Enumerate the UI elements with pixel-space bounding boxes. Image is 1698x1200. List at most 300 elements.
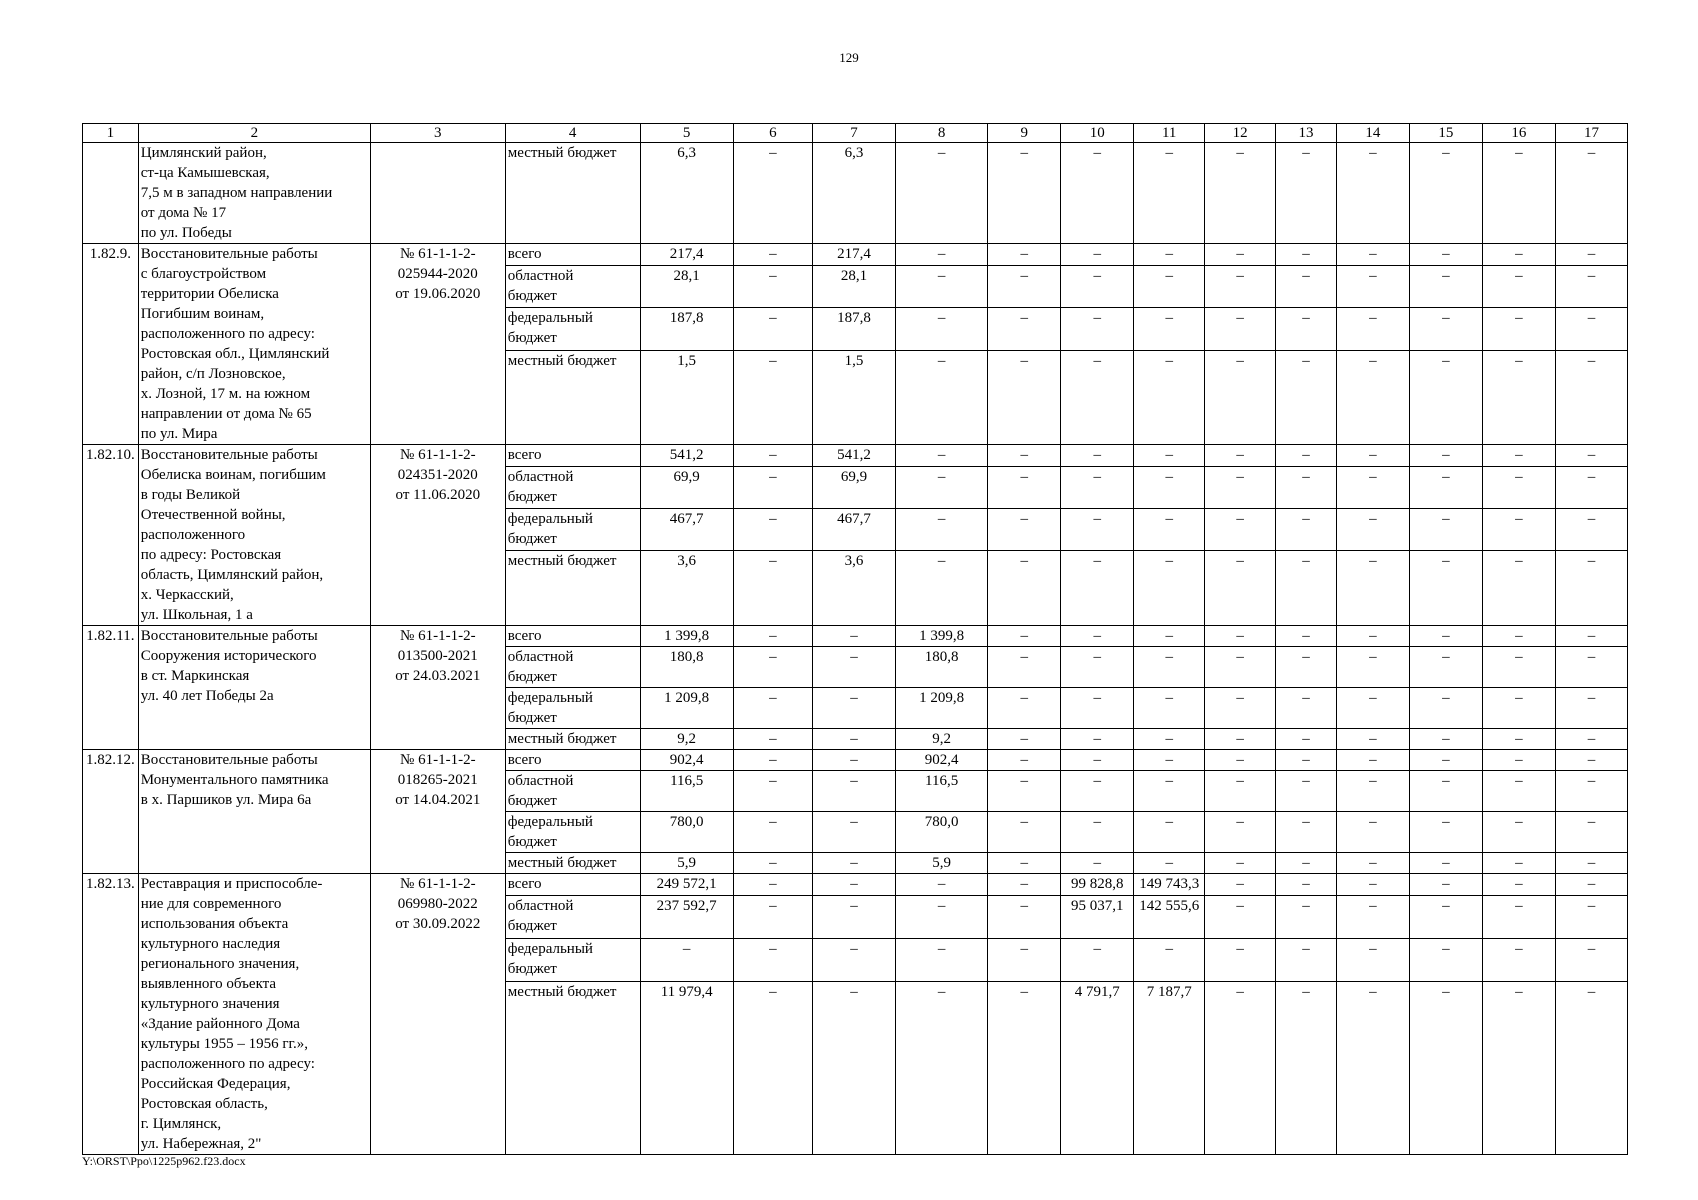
amount-cell-col-11: – [1134,244,1205,266]
amount-cell-col-13: – [1276,550,1337,625]
amount-cell-col-6: – [733,244,812,266]
funding-source: федеральный бюджет [505,812,640,853]
amount-cell-col-14: – [1336,647,1409,688]
table-row [83,143,1628,244]
amount-cell-col-5: 28,1 [640,265,733,307]
item-number: 1.82.11. [83,626,139,750]
amount-cell-col-14: – [1336,939,1409,982]
amount-cell-col-12: – [1205,508,1276,550]
amount-cell-col-7: 1,5 [812,350,895,444]
column-number-7: 7 [812,124,895,143]
budget-table [82,123,1628,1155]
expertise-conclusion [370,143,505,244]
amount-cell-col-11: – [1134,445,1205,467]
amount-cell-col-12: – [1205,771,1276,812]
amount-cell-col-8: – [896,143,988,244]
amount-cell-col-15: – [1409,853,1482,874]
amount-cell-col-15: – [1409,812,1482,853]
column-number-5: 5 [640,124,733,143]
column-number-10: 10 [1061,124,1134,143]
amount-cell-col-7: – [812,896,895,939]
amount-cell-col-12: – [1205,466,1276,508]
funding-source: областной бюджет [505,771,640,812]
column-number-row [83,124,1628,143]
column-number-16: 16 [1482,124,1555,143]
table-row [83,445,1628,467]
amount-cell-col-15: – [1409,874,1482,896]
amount-cell-col-9: – [988,896,1061,939]
amount-cell-col-10: – [1061,466,1134,508]
item-number: 1.82.13. [83,874,139,1155]
amount-cell-col-9: – [988,939,1061,982]
amount-cell-col-13: – [1276,982,1337,1155]
item-description: Восстановительные работы Сооружения исторического в ст. Маркинская ул. 40 лет Победы 2а [138,626,370,750]
amount-cell-col-6: – [733,265,812,307]
amount-cell-col-10: – [1061,939,1134,982]
amount-cell-col-16: – [1482,244,1555,266]
amount-cell-col-13: – [1276,445,1337,467]
amount-cell-col-14: – [1336,550,1409,625]
amount-cell-col-16: – [1482,508,1555,550]
amount-cell-col-13: – [1276,647,1337,688]
amount-cell-col-15: – [1409,982,1482,1155]
amount-cell-col-11: – [1134,688,1205,729]
funding-source: всего [505,626,640,647]
expertise-conclusion: № 61-1-1-2- 024351-2020 от 11.06.2020 [370,445,505,626]
amount-cell-col-12: – [1205,550,1276,625]
amount-cell-col-10: 4 791,7 [1061,982,1134,1155]
amount-cell-col-6: – [733,466,812,508]
amount-cell-col-9: – [988,626,1061,647]
column-number-1: 1 [83,124,139,143]
amount-cell-col-15: – [1409,688,1482,729]
amount-cell-col-7: – [812,771,895,812]
amount-cell-col-14: – [1336,445,1409,467]
item-description: Реставрация и приспособле- ние для современного использования объекта культурного наследия регионального значения, выявленного объекта культурного значения «Здание районного Дома культуры 1955 – 1956 гг.», расположенного по адресу: Российская Федерация, Ростовская область, г. Цимлянск, ул. Набережная, 2" [138,874,370,1155]
amount-cell-col-5: 1,5 [640,350,733,444]
amount-cell-col-12: – [1205,874,1276,896]
amount-cell-col-5: 1 209,8 [640,688,733,729]
amount-cell-col-14: – [1336,508,1409,550]
amount-cell-col-6: – [733,508,812,550]
amount-cell-col-14: – [1336,244,1409,266]
amount-cell-col-6: – [733,874,812,896]
amount-cell-col-10: – [1061,750,1134,771]
amount-cell-col-8: – [896,939,988,982]
amount-cell-col-7: – [812,688,895,729]
amount-cell-col-8: – [896,896,988,939]
amount-cell-col-17: – [1555,265,1627,307]
column-number-6: 6 [733,124,812,143]
amount-cell-col-17: – [1555,853,1627,874]
item-description: Восстановительные работы Обелиска воинам, погибшим в годы Великой Отечественной войны, расположенного по адресу: Ростовская область, Цимлянский район, х. Черкасский, ул. Школьная, 1 а [138,445,370,626]
amount-cell-col-11: – [1134,550,1205,625]
amount-cell-col-6: – [733,812,812,853]
amount-cell-col-12: – [1205,982,1276,1155]
amount-cell-col-5: 5,9 [640,853,733,874]
amount-cell-col-17: – [1555,445,1627,467]
amount-cell-col-14: – [1336,853,1409,874]
amount-cell-col-5: 116,5 [640,771,733,812]
amount-cell-col-11: – [1134,508,1205,550]
amount-cell-col-9: – [988,265,1061,307]
amount-cell-col-14: – [1336,896,1409,939]
amount-cell-col-15: – [1409,445,1482,467]
amount-cell-col-5: 780,0 [640,812,733,853]
amount-cell-col-5: 902,4 [640,750,733,771]
amount-cell-col-10: – [1061,445,1134,467]
amount-cell-col-16: – [1482,896,1555,939]
amount-cell-col-17: – [1555,812,1627,853]
amount-cell-col-14: – [1336,688,1409,729]
column-number-13: 13 [1276,124,1337,143]
amount-cell-col-11: – [1134,729,1205,750]
amount-cell-col-9: – [988,445,1061,467]
funding-source: всего [505,750,640,771]
amount-cell-col-7: 217,4 [812,244,895,266]
page-number: 129 [839,50,859,65]
amount-cell-col-15: – [1409,466,1482,508]
amount-cell-col-9: – [988,853,1061,874]
amount-cell-col-17: – [1555,896,1627,939]
amount-cell-col-10: – [1061,853,1134,874]
amount-cell-col-15: – [1409,508,1482,550]
amount-cell-col-13: – [1276,508,1337,550]
amount-cell-col-7: – [812,750,895,771]
amount-cell-col-14: – [1336,874,1409,896]
amount-cell-col-14: – [1336,982,1409,1155]
amount-cell-col-12: – [1205,729,1276,750]
amount-cell-col-15: – [1409,143,1482,244]
amount-cell-col-9: – [988,688,1061,729]
funding-source: федеральный бюджет [505,939,640,982]
amount-cell-col-8: 1 399,8 [896,626,988,647]
item-description: Восстановительные работы Монументального памятника в х. Паршиков ул. Мира 6а [138,750,370,874]
funding-source: местный бюджет [505,350,640,444]
amount-cell-col-17: – [1555,874,1627,896]
funding-source: федеральный бюджет [505,308,640,350]
amount-cell-col-16: – [1482,626,1555,647]
amount-cell-col-7: – [812,939,895,982]
amount-cell-col-16: – [1482,466,1555,508]
amount-cell-col-11: – [1134,812,1205,853]
amount-cell-col-9: – [988,143,1061,244]
amount-cell-col-16: – [1482,265,1555,307]
column-number-11: 11 [1134,124,1205,143]
amount-cell-col-14: – [1336,308,1409,350]
amount-cell-col-10: – [1061,647,1134,688]
amount-cell-col-13: – [1276,688,1337,729]
amount-cell-col-17: – [1555,750,1627,771]
amount-cell-col-9: – [988,812,1061,853]
amount-cell-col-17: – [1555,508,1627,550]
amount-cell-col-14: – [1336,466,1409,508]
expertise-conclusion: № 61-1-1-2- 018265-2021 от 14.04.2021 [370,750,505,874]
amount-cell-col-5: 217,4 [640,244,733,266]
amount-cell-col-10: – [1061,626,1134,647]
amount-cell-col-12: – [1205,750,1276,771]
amount-cell-col-15: – [1409,626,1482,647]
amount-cell-col-11: – [1134,750,1205,771]
amount-cell-col-13: – [1276,750,1337,771]
amount-cell-col-12: – [1205,265,1276,307]
amount-cell-col-6: – [733,350,812,444]
column-number-14: 14 [1336,124,1409,143]
amount-cell-col-11: – [1134,265,1205,307]
amount-cell-col-15: – [1409,265,1482,307]
amount-cell-col-13: – [1276,466,1337,508]
amount-cell-col-8: – [896,308,988,350]
item-number: 1.82.12. [83,750,139,874]
amount-cell-col-13: – [1276,626,1337,647]
amount-cell-col-10: – [1061,729,1134,750]
funding-source: всего [505,874,640,896]
amount-cell-col-16: – [1482,729,1555,750]
amount-cell-col-6: – [733,308,812,350]
amount-cell-col-11: 149 743,3 [1134,874,1205,896]
amount-cell-col-7: 187,8 [812,308,895,350]
amount-cell-col-10: – [1061,508,1134,550]
column-number-12: 12 [1205,124,1276,143]
funding-source: областной бюджет [505,647,640,688]
amount-cell-col-12: – [1205,308,1276,350]
funding-source: всего [505,445,640,467]
amount-cell-col-8: – [896,265,988,307]
table-row [83,750,1628,771]
amount-cell-col-5: 249 572,1 [640,874,733,896]
amount-cell-col-15: – [1409,308,1482,350]
amount-cell-col-17: – [1555,550,1627,625]
amount-cell-col-16: – [1482,874,1555,896]
amount-cell-col-10: 99 828,8 [1061,874,1134,896]
amount-cell-col-7: – [812,812,895,853]
amount-cell-col-10: – [1061,143,1134,244]
amount-cell-col-16: – [1482,647,1555,688]
amount-cell-col-9: – [988,771,1061,812]
amount-cell-col-13: – [1276,244,1337,266]
funding-source: местный бюджет [505,143,640,244]
amount-cell-col-12: – [1205,143,1276,244]
amount-cell-col-5: 9,2 [640,729,733,750]
amount-cell-col-16: – [1482,550,1555,625]
amount-cell-col-7: 467,7 [812,508,895,550]
amount-cell-col-17: – [1555,143,1627,244]
amount-cell-col-12: – [1205,244,1276,266]
amount-cell-col-16: – [1482,982,1555,1155]
amount-cell-col-8: – [896,350,988,444]
amount-cell-col-11: – [1134,939,1205,982]
amount-cell-col-14: – [1336,771,1409,812]
column-number-2: 2 [138,124,370,143]
funding-source: федеральный бюджет [505,508,640,550]
table-row [83,244,1628,266]
amount-cell-col-6: – [733,550,812,625]
amount-cell-col-9: – [988,350,1061,444]
amount-cell-col-11: 142 555,6 [1134,896,1205,939]
amount-cell-col-15: – [1409,550,1482,625]
amount-cell-col-7: 541,2 [812,445,895,467]
amount-cell-col-8: 116,5 [896,771,988,812]
amount-cell-col-15: – [1409,350,1482,444]
amount-cell-col-9: – [988,750,1061,771]
amount-cell-col-12: – [1205,688,1276,729]
amount-cell-col-8: 1 209,8 [896,688,988,729]
amount-cell-col-16: – [1482,939,1555,982]
amount-cell-col-8: – [896,874,988,896]
amount-cell-col-5: 237 592,7 [640,896,733,939]
amount-cell-col-7: 28,1 [812,265,895,307]
amount-cell-col-6: – [733,896,812,939]
amount-cell-col-12: – [1205,350,1276,444]
amount-cell-col-7: 69,9 [812,466,895,508]
amount-cell-col-7: 3,6 [812,550,895,625]
amount-cell-col-7: – [812,874,895,896]
amount-cell-col-17: – [1555,771,1627,812]
amount-cell-col-14: – [1336,265,1409,307]
amount-cell-col-14: – [1336,750,1409,771]
amount-cell-col-10: 95 037,1 [1061,896,1134,939]
expertise-conclusion: № 61-1-1-2- 013500-2021 от 24.03.2021 [370,626,505,750]
amount-cell-col-11: 7 187,7 [1134,982,1205,1155]
amount-cell-col-15: – [1409,729,1482,750]
amount-cell-col-17: – [1555,729,1627,750]
amount-cell-col-8: – [896,244,988,266]
amount-cell-col-14: – [1336,350,1409,444]
column-number-15: 15 [1409,124,1482,143]
column-number-9: 9 [988,124,1061,143]
amount-cell-col-16: – [1482,143,1555,244]
amount-cell-col-13: – [1276,771,1337,812]
amount-cell-col-12: – [1205,445,1276,467]
amount-cell-col-15: – [1409,939,1482,982]
table-row [83,626,1628,647]
amount-cell-col-5: – [640,939,733,982]
amount-cell-col-14: – [1336,143,1409,244]
amount-cell-col-9: – [988,982,1061,1155]
amount-cell-col-13: – [1276,853,1337,874]
amount-cell-col-13: – [1276,265,1337,307]
amount-cell-col-11: – [1134,853,1205,874]
amount-cell-col-13: – [1276,812,1337,853]
amount-cell-col-9: – [988,244,1061,266]
amount-cell-col-5: 541,2 [640,445,733,467]
amount-cell-col-15: – [1409,896,1482,939]
amount-cell-col-8: 180,8 [896,647,988,688]
amount-cell-col-8: – [896,445,988,467]
funding-source: местный бюджет [505,729,640,750]
amount-cell-col-10: – [1061,771,1134,812]
amount-cell-col-9: – [988,508,1061,550]
amount-cell-col-11: – [1134,308,1205,350]
amount-cell-col-16: – [1482,750,1555,771]
amount-cell-col-5: 11 979,4 [640,982,733,1155]
amount-cell-col-13: – [1276,143,1337,244]
amount-cell-col-5: 467,7 [640,508,733,550]
funding-source: местный бюджет [505,550,640,625]
amount-cell-col-8: 780,0 [896,812,988,853]
amount-cell-col-17: – [1555,244,1627,266]
funding-source: местный бюджет [505,853,640,874]
amount-cell-col-8: 9,2 [896,729,988,750]
funding-source: областной бюджет [505,466,640,508]
amount-cell-col-17: – [1555,626,1627,647]
amount-cell-col-6: – [733,729,812,750]
funding-source: областной бюджет [505,265,640,307]
amount-cell-col-12: – [1205,626,1276,647]
funding-source: местный бюджет [505,982,640,1155]
amount-cell-col-10: – [1061,350,1134,444]
amount-cell-col-17: – [1555,466,1627,508]
column-number-17: 17 [1555,124,1627,143]
amount-cell-col-10: – [1061,688,1134,729]
amount-cell-col-17: – [1555,939,1627,982]
amount-cell-col-5: 180,8 [640,647,733,688]
amount-cell-col-9: – [988,308,1061,350]
amount-cell-col-9: – [988,550,1061,625]
amount-cell-col-10: – [1061,812,1134,853]
amount-cell-col-8: – [896,466,988,508]
amount-cell-col-6: – [733,750,812,771]
amount-cell-col-9: – [988,874,1061,896]
amount-cell-col-15: – [1409,647,1482,688]
funding-source: областной бюджет [505,896,640,939]
amount-cell-col-7: – [812,626,895,647]
amount-cell-col-5: 3,6 [640,550,733,625]
amount-cell-col-13: – [1276,939,1337,982]
expertise-conclusion: № 61-1-1-2- 069980-2022 от 30.09.2022 [370,874,505,1155]
amount-cell-col-6: – [733,626,812,647]
amount-cell-col-8: – [896,982,988,1155]
amount-cell-col-9: – [988,729,1061,750]
amount-cell-col-12: – [1205,647,1276,688]
amount-cell-col-11: – [1134,143,1205,244]
amount-cell-col-15: – [1409,244,1482,266]
expertise-conclusion: № 61-1-1-2- 025944-2020 от 19.06.2020 [370,244,505,445]
amount-cell-col-6: – [733,445,812,467]
amount-cell-col-11: – [1134,771,1205,812]
amount-cell-col-13: – [1276,729,1337,750]
file-path-footer: Y:\ORST\Ppo\1225p962.f23.docx [82,1154,246,1168]
amount-cell-col-6: – [733,647,812,688]
column-number-3: 3 [370,124,505,143]
amount-cell-col-12: – [1205,853,1276,874]
amount-cell-col-11: – [1134,626,1205,647]
column-number-4: 4 [505,124,640,143]
amount-cell-col-7: – [812,647,895,688]
funding-source: всего [505,244,640,266]
amount-cell-col-7: – [812,853,895,874]
amount-cell-col-8: – [896,508,988,550]
amount-cell-col-10: – [1061,308,1134,350]
amount-cell-col-7: 6,3 [812,143,895,244]
item-number [83,143,139,244]
amount-cell-col-17: – [1555,688,1627,729]
amount-cell-col-5: 187,8 [640,308,733,350]
amount-cell-col-17: – [1555,647,1627,688]
amount-cell-col-8: 5,9 [896,853,988,874]
amount-cell-col-5: 6,3 [640,143,733,244]
amount-cell-col-6: – [733,688,812,729]
amount-cell-col-8: – [896,550,988,625]
amount-cell-col-9: – [988,466,1061,508]
amount-cell-col-7: – [812,729,895,750]
amount-cell-col-5: 1 399,8 [640,626,733,647]
amount-cell-col-11: – [1134,350,1205,444]
amount-cell-col-5: 69,9 [640,466,733,508]
amount-cell-col-14: – [1336,812,1409,853]
amount-cell-col-12: – [1205,939,1276,982]
amount-cell-col-6: – [733,143,812,244]
